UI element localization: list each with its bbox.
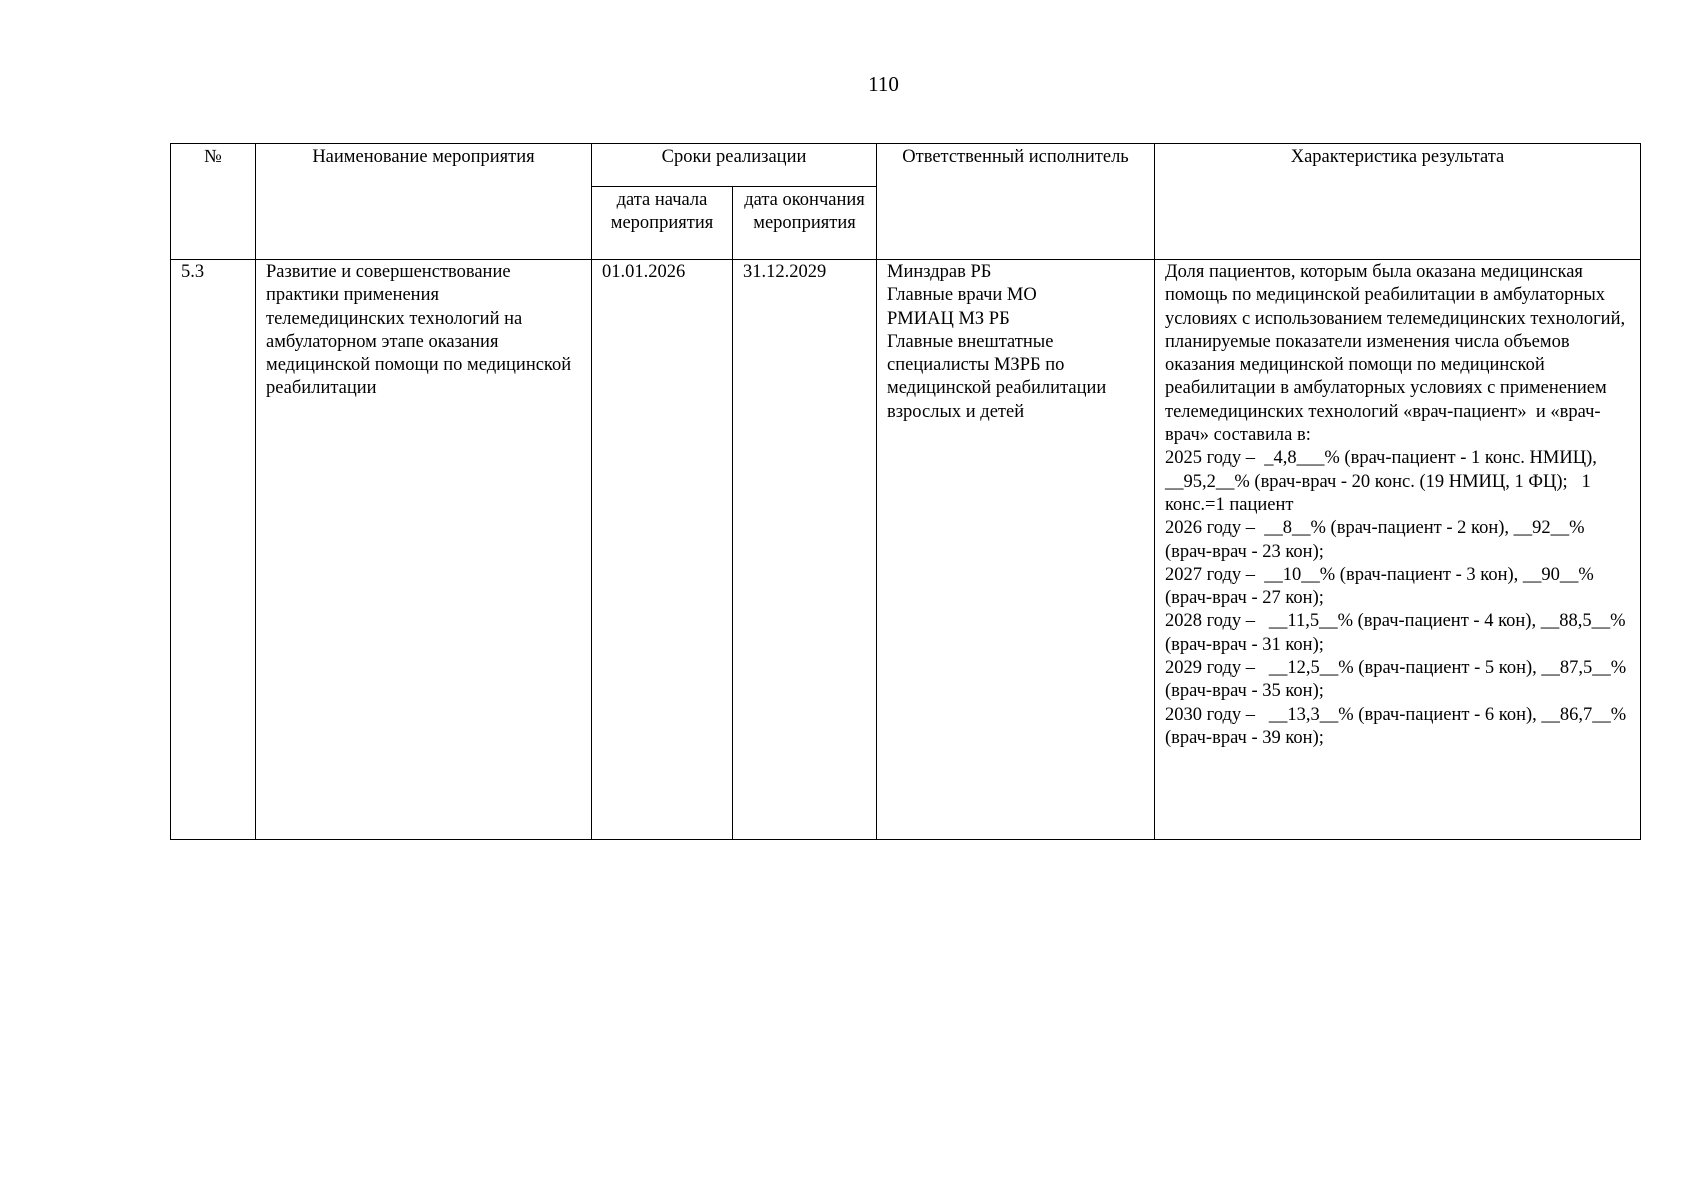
header-start-date: дата начала мероприятия (592, 187, 733, 260)
header-responsible: Ответственный исполнитель (877, 144, 1155, 260)
row-result (1155, 260, 1641, 840)
row-responsible (877, 260, 1155, 840)
result-year-2026: 2026 году – __8__% (врач-пациент - 2 кон), __92__% (врач-врач - 23 кон); (1165, 518, 1590, 562)
result-year-2029: 2029 году – __12,5__% (врач-пациент - 5 кон), __87,5__% (врач-врач - 35 кон); (1165, 658, 1631, 702)
result-year-2027: 2027 году – __10__% (врач-пациент - 3 кон), __90__% (врач-врач - 27 кон); (1165, 564, 1599, 609)
row-name: Развитие и совершенствование практики применения телемедицинских технологий на амбулаторном этапе оказания медицинской помощи по медицинской реабилитации (256, 260, 592, 840)
responsible-line: Главные врачи МО (887, 285, 1037, 306)
header-num: № (171, 144, 256, 260)
header-terms: Сроки реализации (592, 144, 877, 187)
result-paragraph: Доля пациентов, которым была оказана медицинская помощь по медицинской реабилитации в амбулаторных условиях с использованием телемедицинских технологий, планируемые показатели изменения числа объемов оказания медицинской помощи по медицинской реабилитации в амбулаторных условиях с применением телемедицинских технологий «врач-пациент» и «врач-врач» составила в: (1165, 262, 1630, 446)
header-end-date: дата окончания мероприятия (733, 187, 877, 260)
responsible-line: Минздрав РБ (887, 262, 992, 282)
header-result: Характеристика результата (1155, 144, 1641, 260)
header-row (171, 144, 1641, 187)
header-name: Наименование мероприятия (256, 144, 592, 260)
responsible-line: РМИАЦ МЗ РБ (887, 308, 1010, 329)
responsible-line: Главные внештатные специалисты МЗРБ по медицинской реабилитации взрослых и детей (887, 331, 1111, 422)
row-start-date: 01.01.2026 (592, 260, 733, 840)
table-row (171, 260, 1641, 840)
row-end-date: 31.12.2029 (733, 260, 877, 840)
row-num: 5.3 (171, 260, 256, 840)
page-number: 110 (868, 72, 899, 96)
result-year-2025: 2025 году – _4,8___% (врач-пациент - 1 конс. НМИЦ), __95,2__% (врач-врач - 20 конс. (19 НМИЦ, 1 ФЦ); 1 конс.=1 пациент (1165, 448, 1602, 515)
result-year-2028: 2028 году – __11,5__% (врач-пациент - 4 кон), __88,5__% (врач-врач - 31 кон); (1165, 611, 1631, 655)
activities-table (170, 143, 1641, 840)
result-year-2030: 2030 году – __13,3__% (врач-пациент - 6 кон), __86,7__% (врач-врач - 39 кон); (1165, 704, 1631, 748)
